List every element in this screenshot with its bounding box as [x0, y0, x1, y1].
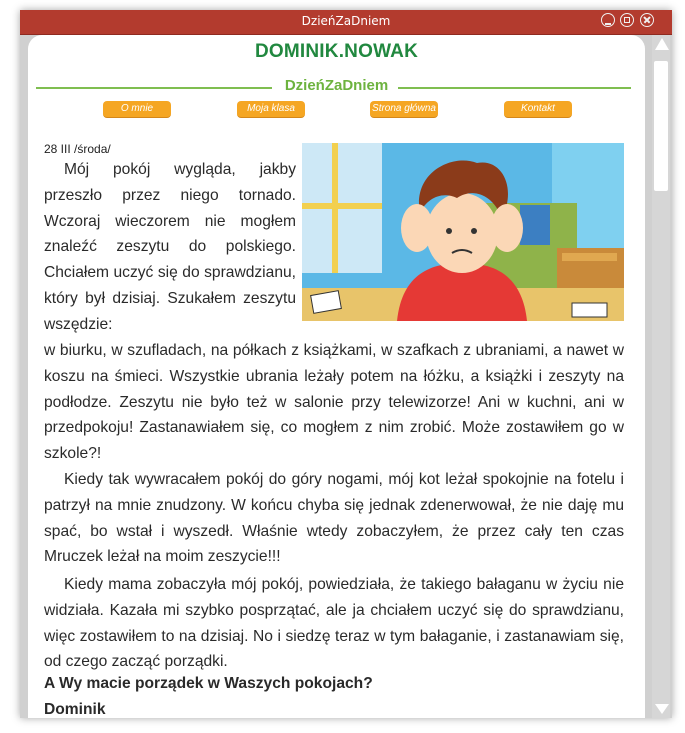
- nav-button-contact[interactable]: Kontakt: [504, 101, 572, 118]
- post-question: A Wy macie porządek w Waszych pokojach?: [44, 675, 373, 692]
- arrow-down-icon[interactable]: [655, 704, 669, 714]
- post-paragraph-1-intro: Mój pokój wygląda, jakby przeszło przez niego tornado. Wczoraj wieczorem nie mogłem znaleźć zeszytu do polskiego. Chciałem uczyć się do sprawdzianu, który był dzisiaj. Szukałem zeszytu wszędzie:: [44, 161, 296, 333]
- vertical-scrollbar[interactable]: [652, 35, 670, 718]
- post-signature: Dominik: [44, 701, 106, 718]
- blog-page: [28, 35, 645, 718]
- messy-room-illustration: [302, 143, 624, 321]
- nav-button-about[interactable]: O mnie: [103, 101, 171, 118]
- arrow-up-icon[interactable]: [655, 38, 669, 50]
- maximize-icon[interactable]: [620, 13, 634, 27]
- nav-button-my-class[interactable]: Moja klasa: [237, 101, 305, 118]
- header-divider-right: [398, 87, 631, 89]
- post-paragraph-3: Kiedy mama zobaczyła mój pokój, powiedziała, że takiego bałaganu w życiu nie widziała. Kazała mi szybko posprzątać, ale ja chciałem uczyć się do sprawdzianu, więc zostawiłem to na dzisiaj. No i siedzę teraz w tym bałaganie, i zastanawiam się, od czego zacząć porządki.: [44, 576, 624, 671]
- post-date: 28 III /środa/: [44, 142, 111, 156]
- title-bar: [20, 10, 672, 35]
- site-title: DOMINIK.NOWAK: [254, 41, 419, 62]
- window-title: DzieńZaDniem: [301, 14, 391, 28]
- nav-button-home[interactable]: Strona główna: [370, 101, 438, 118]
- post-paragraph-1-continued: w biurku, w szufladach, na półkach z książkami, w szafkach z ubraniami, a nawet w koszu na śmieci. Wszystkie ubrania leżały potem na łóżku, a książki i zeszyty na podłodze. Zeszytu nie było też w salonie przy telewizorze! Ani w kuchni, ani w przedpokoju! Zastanawiałem się, co mogłem z nim zrobić. Może zostawiłem go w szkole?!: [44, 342, 624, 463]
- site-subtitle: DzieńZaDniem: [284, 77, 389, 94]
- close-icon[interactable]: [640, 13, 654, 27]
- app-window: [20, 10, 672, 718]
- post-paragraph-2: Kiedy tak wywracałem pokój do góry nogami, mój kot leżał spokojnie na fotelu i patrzył na mnie znudzony. W końcu chyba się jednak zdenerwował, że nie daję mu spać, bo wstał i wyszedł. Właśnie wtedy zobaczyłem, że przez cały ten czas Mruczek leżał na moim zeszycie!!!: [44, 471, 624, 566]
- scrollbar-thumb[interactable]: [654, 61, 668, 191]
- minimize-icon[interactable]: [601, 13, 615, 27]
